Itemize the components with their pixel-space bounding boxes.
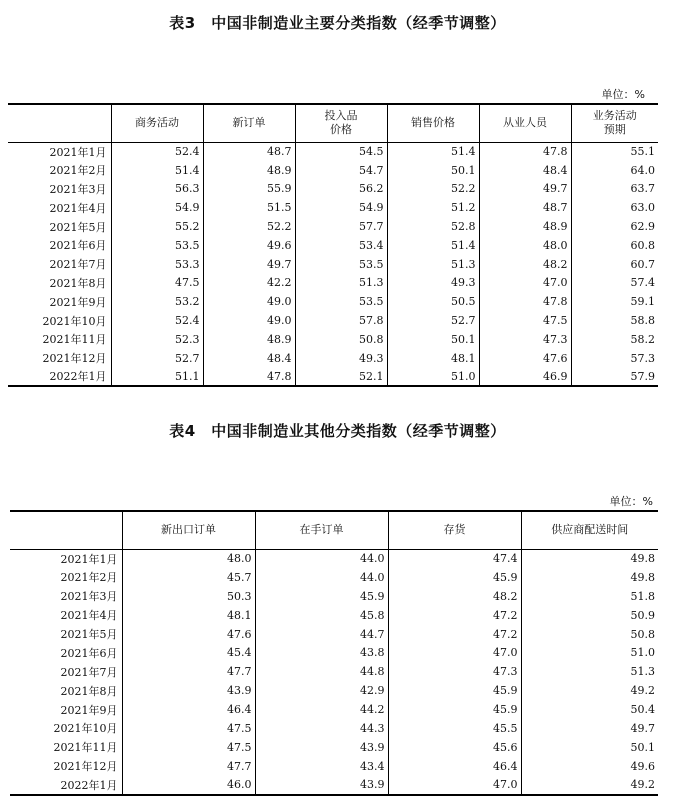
column-header-label: 投入品 价格 <box>324 109 358 137</box>
value-cell: 49.2 <box>521 776 658 795</box>
row-label-cell: 2021年4月 <box>60 609 118 623</box>
value-cell: 47.0 <box>388 776 521 795</box>
table-row <box>8 274 658 293</box>
value-cell: 50.5 <box>387 292 479 311</box>
row-label-cell: 2021年11月 <box>42 333 107 347</box>
table-row <box>8 236 658 255</box>
value-cell: 47.5 <box>122 738 255 757</box>
table-row <box>10 587 658 606</box>
value-cell: 56.2 <box>295 180 387 199</box>
value-cell: 49.0 <box>203 292 295 311</box>
value-cell: 53.2 <box>111 292 203 311</box>
table-row <box>10 606 658 625</box>
table3-unit: 单位：% <box>601 88 645 101</box>
value-cell: 60.8 <box>571 236 658 255</box>
value-cell: 49.8 <box>521 549 658 568</box>
table-row <box>8 217 658 236</box>
value-cell: 50.8 <box>295 330 387 349</box>
value-cell: 48.7 <box>479 198 571 217</box>
value-cell: 58.2 <box>571 330 658 349</box>
value-cell: 53.5 <box>295 292 387 311</box>
value-cell: 43.9 <box>255 776 388 795</box>
row-label-cell: 2021年10月 <box>42 314 107 328</box>
value-cell: 53.3 <box>111 255 203 274</box>
corner-header-cell <box>10 511 122 549</box>
value-cell: 47.6 <box>479 349 571 368</box>
table4-header-row <box>10 511 658 549</box>
value-cell: 47.3 <box>479 330 571 349</box>
column-header-label: 销售价格 <box>411 116 455 130</box>
table-row <box>10 700 658 719</box>
value-cell: 49.7 <box>521 719 658 738</box>
row-label-cell: 2022年1月 <box>10 776 122 795</box>
table-row <box>10 568 658 587</box>
table3-header-row <box>8 104 658 142</box>
value-cell: 48.2 <box>388 587 521 606</box>
value-cell: 47.5 <box>111 274 203 293</box>
table-row <box>10 625 658 644</box>
column-header <box>255 511 388 549</box>
value-cell: 47.6 <box>122 625 255 644</box>
value-cell: 51.3 <box>387 255 479 274</box>
value-cell: 51.4 <box>111 161 203 180</box>
value-cell: 48.1 <box>387 349 479 368</box>
column-header-label: 在手订单 <box>299 523 344 537</box>
value-cell: 46.4 <box>388 757 521 776</box>
value-cell: 47.5 <box>122 719 255 738</box>
table-row <box>10 643 658 662</box>
value-cell: 52.1 <box>295 368 387 387</box>
value-cell: 51.3 <box>521 662 658 681</box>
value-cell: 56.3 <box>111 180 203 199</box>
row-label-cell: 2021年8月 <box>49 276 107 290</box>
column-header <box>111 104 203 142</box>
value-cell: 44.7 <box>255 625 388 644</box>
value-cell: 53.5 <box>111 236 203 255</box>
column-header <box>479 104 571 142</box>
value-cell: 52.3 <box>111 330 203 349</box>
value-cell: 45.9 <box>388 681 521 700</box>
row-label-cell: 2021年7月 <box>49 258 107 272</box>
value-cell: 52.8 <box>387 217 479 236</box>
value-cell: 52.7 <box>387 311 479 330</box>
value-cell: 45.6 <box>388 738 521 757</box>
table-row <box>10 776 658 795</box>
value-cell: 44.0 <box>255 568 388 587</box>
value-cell: 45.9 <box>255 587 388 606</box>
value-cell: 44.2 <box>255 700 388 719</box>
value-cell: 47.0 <box>479 274 571 293</box>
table-row <box>10 719 658 738</box>
row-label-cell: 2021年6月 <box>60 646 118 660</box>
column-header-label: 从业人员 <box>503 116 547 130</box>
row-label-cell: 2021年11月 <box>53 741 118 755</box>
table4-title: 表4 中国非制造业其他分类指数（经季节调整） <box>169 422 506 440</box>
table-row <box>10 757 658 776</box>
value-cell: 43.9 <box>255 738 388 757</box>
value-cell: 50.1 <box>521 738 658 757</box>
row-label-cell: 2022年1月 <box>8 368 111 387</box>
row-label-cell: 2021年1月 <box>49 145 107 159</box>
value-cell: 45.5 <box>388 719 521 738</box>
value-cell: 46.0 <box>122 776 255 795</box>
value-cell: 48.2 <box>479 255 571 274</box>
row-label-cell: 2021年5月 <box>60 628 118 641</box>
value-cell: 48.9 <box>203 161 295 180</box>
value-cell: 57.7 <box>295 217 387 236</box>
column-header <box>203 104 295 142</box>
value-cell: 47.2 <box>388 606 521 625</box>
value-cell: 50.3 <box>122 587 255 606</box>
value-cell: 43.4 <box>255 757 388 776</box>
value-cell: 47.0 <box>388 643 521 662</box>
value-cell: 48.7 <box>203 142 295 161</box>
table-row <box>8 180 658 199</box>
value-cell: 48.4 <box>203 349 295 368</box>
row-label-cell: 2021年2月 <box>60 571 118 585</box>
value-cell: 49.7 <box>203 255 295 274</box>
value-cell: 54.9 <box>111 198 203 217</box>
value-cell: 51.0 <box>387 368 479 387</box>
value-cell: 47.5 <box>479 311 571 330</box>
column-header-label: 新订单 <box>232 116 266 130</box>
row-label-cell: 2021年1月 <box>60 552 118 566</box>
value-cell: 57.9 <box>571 368 658 387</box>
value-cell: 46.4 <box>122 700 255 719</box>
table4-body <box>10 549 658 795</box>
value-cell: 48.0 <box>479 236 571 255</box>
value-cell: 47.8 <box>479 292 571 311</box>
row-label-cell: 2021年3月 <box>49 182 107 196</box>
table-row <box>8 330 658 349</box>
table-row <box>8 349 658 368</box>
value-cell: 59.1 <box>571 292 658 311</box>
table-row <box>10 549 658 568</box>
row-label-cell: 2021年12月 <box>53 760 118 774</box>
value-cell: 60.7 <box>571 255 658 274</box>
column-header-label: 业务活动 预期 <box>592 109 637 137</box>
table-row <box>8 311 658 330</box>
value-cell: 46.9 <box>479 368 571 387</box>
value-cell: 43.9 <box>122 681 255 700</box>
value-cell: 47.7 <box>122 662 255 681</box>
column-header <box>388 511 521 549</box>
value-cell: 63.0 <box>571 198 658 217</box>
value-cell: 54.7 <box>295 161 387 180</box>
value-cell: 45.7 <box>122 568 255 587</box>
column-header <box>122 511 255 549</box>
row-label-cell: 2021年5月 <box>49 220 107 234</box>
column-header-label: 新出口订单 <box>161 523 216 537</box>
row-label-cell: 2021年12月 <box>42 352 107 366</box>
value-cell: 52.2 <box>387 180 479 199</box>
value-cell: 49.3 <box>295 349 387 368</box>
value-cell: 47.3 <box>388 662 521 681</box>
value-cell: 48.4 <box>479 161 571 180</box>
row-label-cell: 2021年2月 <box>49 164 107 178</box>
value-cell: 51.5 <box>203 198 295 217</box>
value-cell: 45.8 <box>255 606 388 625</box>
value-cell: 44.8 <box>255 662 388 681</box>
row-label-cell: 2021年4月 <box>49 201 107 215</box>
value-cell: 44.0 <box>255 549 388 568</box>
value-cell: 48.0 <box>122 549 255 568</box>
value-cell: 48.9 <box>203 330 295 349</box>
value-cell: 49.3 <box>387 274 479 293</box>
table-row <box>8 255 658 274</box>
table-row <box>8 161 658 180</box>
value-cell: 51.0 <box>521 643 658 662</box>
value-cell: 51.8 <box>521 587 658 606</box>
value-cell: 55.9 <box>203 180 295 199</box>
value-cell: 54.9 <box>295 198 387 217</box>
column-header-label: 供应商配送时间 <box>551 523 629 537</box>
value-cell: 57.3 <box>571 349 658 368</box>
table-row <box>10 738 658 757</box>
column-header <box>387 104 479 142</box>
table-row <box>8 292 658 311</box>
table3-body <box>8 142 658 386</box>
value-cell: 50.4 <box>521 700 658 719</box>
value-cell: 50.9 <box>521 606 658 625</box>
value-cell: 63.7 <box>571 180 658 199</box>
value-cell: 44.3 <box>255 719 388 738</box>
value-cell: 47.2 <box>388 625 521 644</box>
row-label-cell: 2021年6月 <box>49 239 107 253</box>
value-cell: 49.7 <box>479 180 571 199</box>
value-cell: 52.4 <box>111 142 203 161</box>
value-cell: 49.8 <box>521 568 658 587</box>
value-cell: 51.4 <box>387 236 479 255</box>
row-label-cell: 2021年8月 <box>60 684 118 698</box>
value-cell: 49.2 <box>521 681 658 700</box>
value-cell: 51.3 <box>295 274 387 293</box>
value-cell: 52.7 <box>111 349 203 368</box>
table3 <box>8 103 658 387</box>
value-cell: 48.9 <box>479 217 571 236</box>
value-cell: 43.8 <box>255 643 388 662</box>
value-cell: 62.9 <box>571 217 658 236</box>
value-cell: 57.8 <box>295 311 387 330</box>
value-cell: 54.5 <box>295 142 387 161</box>
value-cell: 49.6 <box>521 757 658 776</box>
row-label-cell: 2021年7月 <box>60 665 118 679</box>
value-cell: 47.8 <box>479 142 571 161</box>
table4 <box>10 510 658 796</box>
value-cell: 45.9 <box>388 568 521 587</box>
table-row <box>8 368 658 387</box>
value-cell: 45.4 <box>122 643 255 662</box>
value-cell: 42.9 <box>255 681 388 700</box>
table-row <box>10 662 658 681</box>
row-label-cell: 2021年9月 <box>49 295 107 309</box>
value-cell: 55.1 <box>571 142 658 161</box>
value-cell: 50.1 <box>387 161 479 180</box>
row-label-cell: 2021年10月 <box>53 722 118 736</box>
value-cell: 49.6 <box>203 236 295 255</box>
value-cell: 52.2 <box>203 217 295 236</box>
value-cell: 64.0 <box>571 161 658 180</box>
value-cell: 51.2 <box>387 198 479 217</box>
value-cell: 47.4 <box>388 549 521 568</box>
corner-header-cell <box>8 104 111 142</box>
value-cell: 42.2 <box>203 274 295 293</box>
value-cell: 50.1 <box>387 330 479 349</box>
table3-title: 表3 中国非制造业主要分类指数（经季节调整） <box>169 14 506 32</box>
value-cell: 48.1 <box>122 606 255 625</box>
value-cell: 49.0 <box>203 311 295 330</box>
value-cell: 53.5 <box>295 255 387 274</box>
value-cell: 47.8 <box>203 368 295 387</box>
value-cell: 50.8 <box>521 625 658 644</box>
row-label-cell: 2021年3月 <box>60 590 118 604</box>
table-row <box>8 142 658 161</box>
value-cell: 51.4 <box>387 142 479 161</box>
value-cell: 47.7 <box>122 757 255 776</box>
value-cell: 58.8 <box>571 311 658 330</box>
row-label-cell: 2021年9月 <box>60 703 118 717</box>
value-cell: 53.4 <box>295 236 387 255</box>
value-cell: 45.9 <box>388 700 521 719</box>
table-row <box>10 681 658 700</box>
value-cell: 57.4 <box>571 274 658 293</box>
column-header <box>571 104 658 142</box>
table-row <box>8 198 658 217</box>
value-cell: 51.1 <box>111 368 203 387</box>
column-header-label: 商务活动 <box>135 116 179 130</box>
value-cell: 52.4 <box>111 311 203 330</box>
column-header <box>521 511 658 549</box>
table4-unit: 单位：% <box>609 495 653 508</box>
column-header <box>295 104 387 142</box>
value-cell: 55.2 <box>111 217 203 236</box>
column-header-label: 存货 <box>443 523 466 537</box>
